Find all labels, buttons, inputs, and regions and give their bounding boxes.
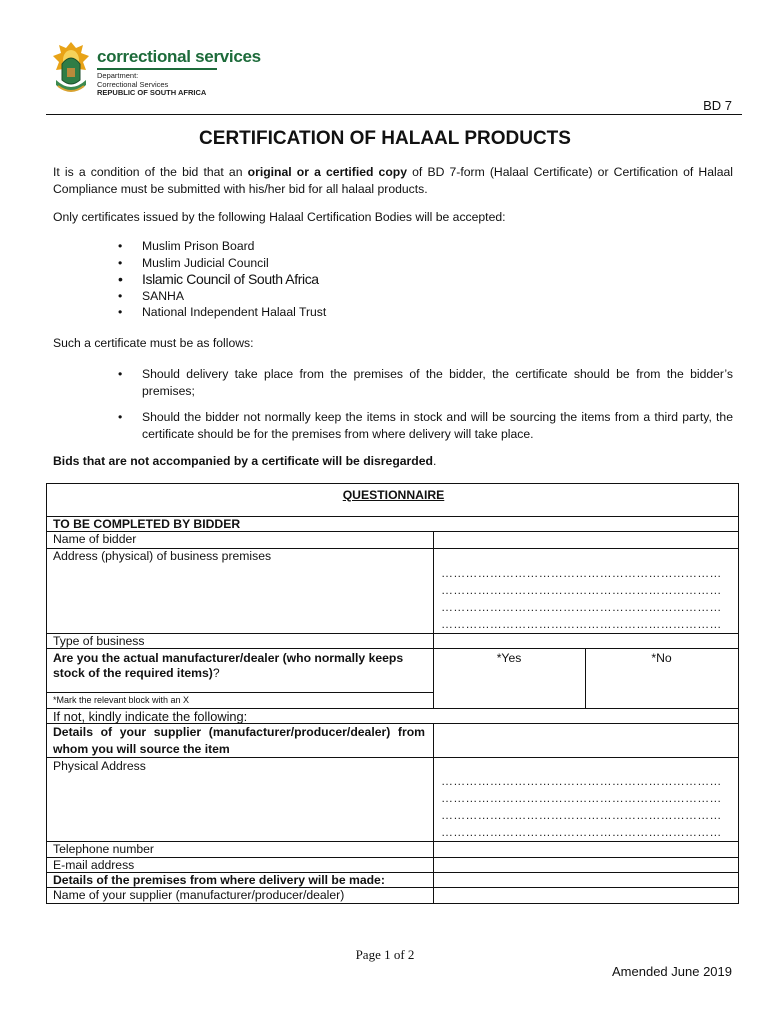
supplier-name-label: Name of your supplier (manufacturer/producer/dealer) <box>53 888 345 902</box>
physical-address-line-3[interactable]: …………………………………………………………… <box>441 808 722 822</box>
manufacturer-question <box>53 651 425 681</box>
brand-underline <box>97 68 217 70</box>
page-number: Page 1 of 2 <box>355 947 415 962</box>
row-divider <box>47 857 738 858</box>
address-line-2[interactable]: …………………………………………………………… <box>441 583 722 597</box>
list-item: • Muslim Prison Board <box>118 238 326 255</box>
condition-text: Should delivery take place from the premises of the bidder, the certificate should be from the bidder’s premises; <box>142 367 733 398</box>
if-not-label: If not, kindly indicate the following: <box>53 709 248 724</box>
address-line-3[interactable]: …………………………………………………………… <box>441 600 722 614</box>
question-mark: ? <box>212 666 220 680</box>
address-line-4[interactable]: …………………………………………………………… <box>441 617 722 631</box>
no-option[interactable]: *No <box>651 651 672 665</box>
address-label: Address (physical) of business premises <box>53 549 272 563</box>
form-code: BD 7 <box>703 98 732 113</box>
disregard-bold: Bids that are not accompanied by a certificate will be disregarded <box>53 454 433 468</box>
disregard-end: . <box>432 454 437 468</box>
coat-of-arms-logo <box>50 40 92 96</box>
disregard-notice <box>53 453 733 470</box>
bullet: • <box>118 410 123 424</box>
dept-line-1: Department: <box>97 71 139 80</box>
questionnaire-table <box>46 483 739 904</box>
email-label: E-mail address <box>53 858 135 872</box>
row-divider <box>47 633 738 634</box>
type-of-business-label: Type of business <box>53 634 145 648</box>
condition-text: Should the bidder not normally keep the items in stock and will be sourcing the items from a third party, the certificate should be for the premises from where delivery will take place. <box>142 410 733 441</box>
bullet: • <box>118 367 123 381</box>
list-item: • Islamic Council of South Africa <box>118 271 326 288</box>
amended-date: Amended June 2019 <box>612 964 732 979</box>
manufacturer-question-text: Are you the actual manufacturer/dealer (who normally keeps stock of the required items) <box>53 651 404 680</box>
column-divider <box>433 723 434 903</box>
list-item: • Muslim Judicial Council <box>118 255 326 272</box>
intro-bold: original or a certified copy <box>247 165 408 179</box>
certificate-requirements-intro: Such a certificate must be as follows: <box>53 336 254 350</box>
condition-item <box>118 409 733 442</box>
intro-paragraph <box>53 164 733 198</box>
address-line-1[interactable]: …………………………………………………………… <box>441 566 722 580</box>
physical-address-label: Physical Address <box>53 759 146 773</box>
intro-text-2: of BD 7-form (Halaal Certificate) or Certification of Halaal Compliance must be submitted with his/her bid for all halaal products. <box>53 165 733 196</box>
dept-line-3: REPUBLIC OF SOUTH AFRICA <box>97 88 207 97</box>
supplier-details-label: Details of your supplier (manufacturer/producer/dealer) from whom you will source the item <box>53 725 425 756</box>
yes-option[interactable]: *Yes <box>496 651 522 665</box>
row-divider <box>47 692 433 693</box>
telephone-label: Telephone number <box>53 842 154 856</box>
premises-details-label: Details of the premises from where delivery will be made: <box>53 873 385 887</box>
list-item: • SANHA <box>118 288 326 305</box>
physical-address-line-4[interactable]: …………………………………………………………… <box>441 825 722 839</box>
condition-item <box>118 366 733 399</box>
certification-bodies-list <box>118 238 326 321</box>
column-divider <box>433 531 434 708</box>
physical-address-line-1[interactable]: …………………………………………………………… <box>441 774 722 788</box>
document-title: CERTIFICATION OF HALAAL PRODUCTS <box>199 128 571 149</box>
brand-name: correctional services <box>97 47 261 66</box>
questionnaire-heading: QUESTIONNAIRE <box>342 488 445 502</box>
name-of-bidder-label: Name of bidder <box>53 532 137 546</box>
mark-note: *Mark the relevant block with an X <box>53 695 190 705</box>
to-be-completed-label: TO BE COMPLETED BY BIDDER <box>53 517 241 531</box>
department-lines <box>97 72 206 98</box>
physical-address-line-2[interactable]: …………………………………………………………… <box>441 791 722 805</box>
list-item: • National Independent Halaal Trust <box>118 304 326 321</box>
intro-text-1: It is a condition of the bid that an <box>53 165 248 179</box>
accepted-bodies-intro: Only certificates issued by the following Halaal Certification Bodies will be accepted: <box>53 210 506 224</box>
row-divider <box>47 648 738 649</box>
dept-line-2: Correctional Services <box>97 79 169 89</box>
header-rule <box>46 114 742 115</box>
